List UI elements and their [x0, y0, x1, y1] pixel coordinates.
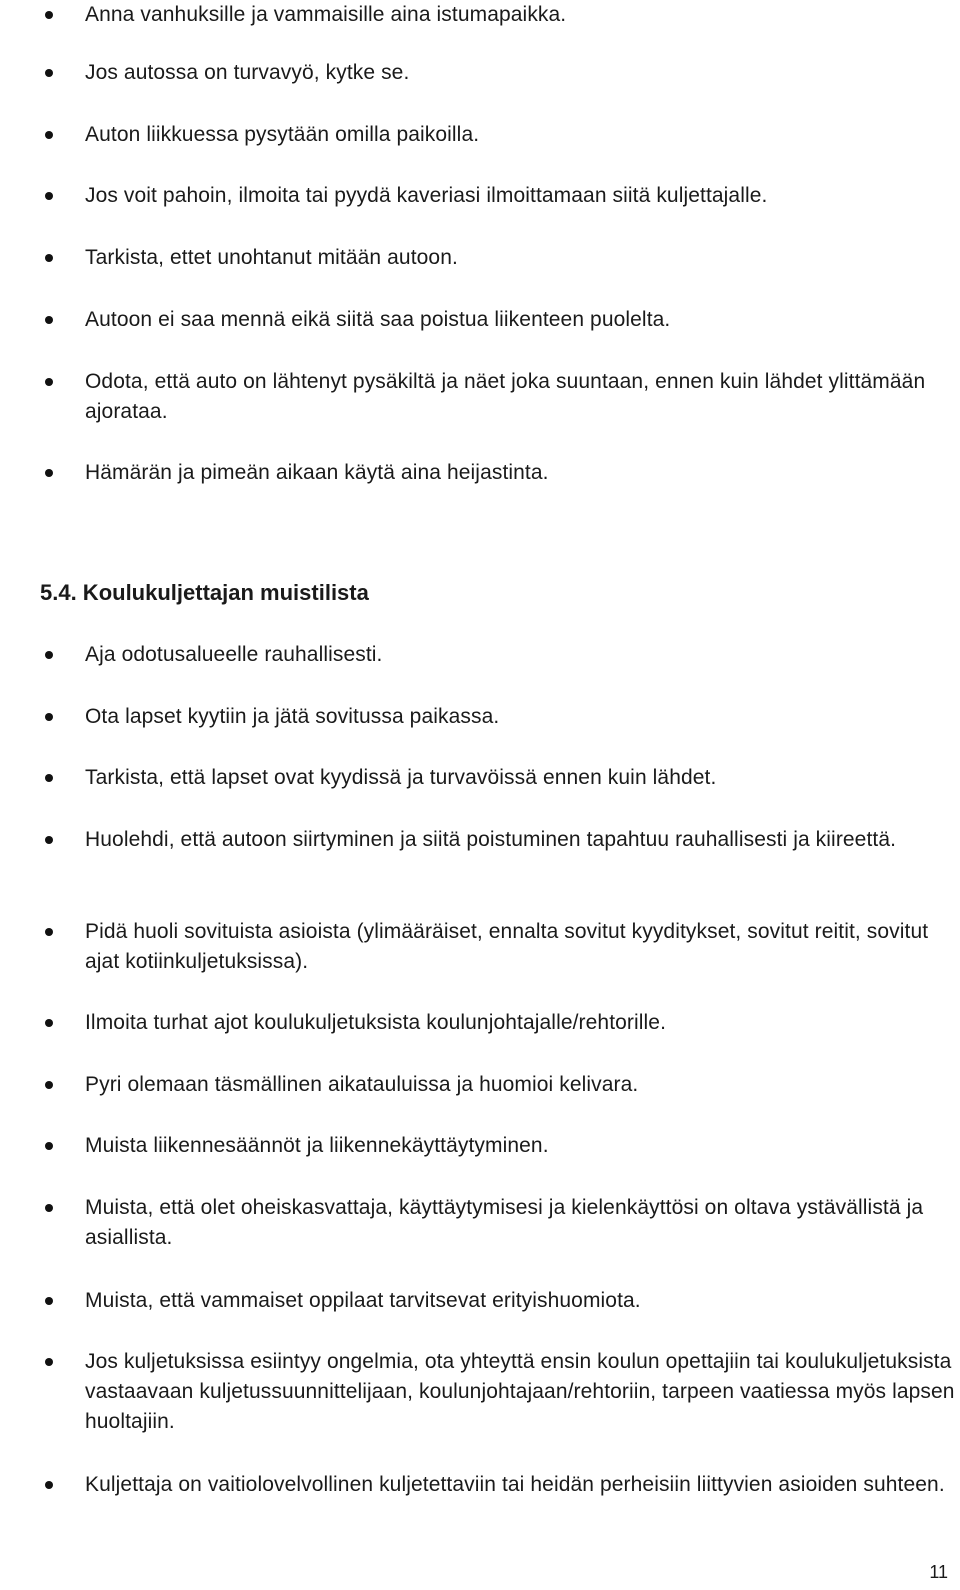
list-item: Kuljettaja on vaitiolovelvollinen kuljetettaviin tai heidän perheisiin liittyvien asioiden suhteen. [85, 1470, 955, 1500]
section-heading: 5.4. Koulukuljettajan muistilista [40, 580, 369, 605]
list-item: Anna vanhuksille ja vammaisille aina istumapaikka. [85, 0, 955, 30]
list-item: Muista, että vammaiset oppilaat tarvitsevat erityishuomiota. [85, 1286, 955, 1316]
list-item: Auton liikkuessa pysytään omilla paikoilla. [85, 120, 955, 150]
list-item: Hämärän ja pimeän aikaan käytä aina heijastinta. [85, 458, 955, 488]
list-item: Aja odotusalueelle rauhallisesti. [85, 640, 955, 670]
page-number: 11 [929, 1562, 948, 1582]
list-item: Odota, että auto on lähtenyt pysäkiltä ja näet joka suuntaan, ennen kuin lähdet ylittämään ajorataa. [85, 367, 955, 427]
list-item: Tarkista, että lapset ovat kyydissä ja turvavöissä ennen kuin lähdet. [85, 763, 955, 793]
list-item: Autoon ei saa mennä eikä siitä saa poistua liikenteen puolelta. [85, 305, 955, 335]
list-item: Jos autossa on turvavyö, kytke se. [85, 58, 955, 88]
list-item: Pyri olemaan täsmällinen aikatauluissa ja huomioi kelivara. [85, 1070, 955, 1100]
list-item: Ota lapset kyytiin ja jätä sovitussa paikassa. [85, 702, 955, 732]
list-item: Ilmoita turhat ajot koulukuljetuksista koulunjohtajalle/rehtorille. [85, 1008, 955, 1038]
list-item: Jos voit pahoin, ilmoita tai pyydä kaveriasi ilmoittamaan siitä kuljettajalle. [85, 181, 955, 211]
list-item: Pidä huoli sovituista asioista (ylimääräiset, ennalta sovitut kyyditykset, sovitut reitit, sovitut ajat kotiinkuljetuksissa). [85, 917, 955, 977]
list-item: Tarkista, ettet unohtanut mitään autoon. [85, 243, 955, 273]
list-item: Muista, että olet oheiskasvattaja, käyttäytymisesi ja kielenkäyttösi on oltava ystävällistä ja asiallista. [85, 1193, 955, 1253]
list-item: Huolehdi, että autoon siirtyminen ja siitä poistuminen tapahtuu rauhallisesti ja kiireettä. [85, 825, 955, 855]
list-item: Jos kuljetuksissa esiintyy ongelmia, ota yhteyttä ensin koulun opettajiin tai koulukuljetuksista vastaavaan kuljetussuunnittelijaan, koulunjohtajaan/rehtoriin, tarpeen vaatiessa myös lapsen huoltajiin. [85, 1347, 955, 1437]
list-item: Muista liikennesäännöt ja liikennekäyttäytyminen. [85, 1131, 955, 1161]
